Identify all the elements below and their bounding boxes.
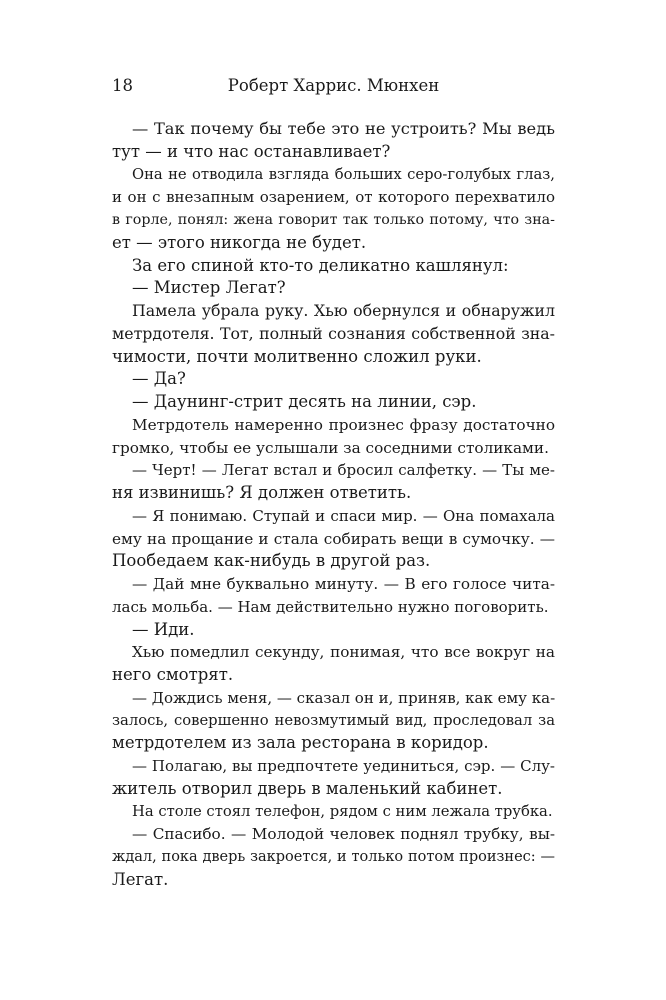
text-line: — Иди. — [132, 619, 195, 639]
text-line: залось, совершенно невозмутимый вид, проследовал за — [112, 711, 555, 729]
running-head — [112, 74, 555, 98]
text-line: — Дождись меня, — сказал он и, приняв, как ему ка- — [132, 688, 555, 707]
text-line: — Так почему бы тебе это не устроить? Мы ведь — [132, 119, 555, 138]
text-line: лась мольба. — Нам действительно нужно поговорить. — [112, 597, 549, 616]
text-line: житель отворил дверь в маленький кабинет. — [112, 778, 503, 798]
text-line: и он с внезапным озарением, от которого перехватило — [112, 188, 555, 207]
text-line: Памела убрала руку. Хью обернулся и обнаружил — [132, 301, 555, 320]
text-line: — Спасибо. — Молодой человек поднял трубку, вы- — [132, 825, 555, 844]
text-line: ему на прощание и стала собирать вещи в сумочку. — — [112, 529, 555, 548]
text-line: ня извинишь? Я должен ответить. — [112, 483, 412, 502]
text-line: — Да? — [132, 369, 186, 389]
text-line: За его спиной кто-то деликатно кашлянул: — [132, 255, 509, 275]
text-line: Метрдотель намеренно произнес фразу достаточно — [132, 415, 555, 434]
text-line: — Черт! — Легат встал и бросил салфетку. — Ты ме- — [132, 461, 555, 480]
text-line: ет — этого никогда не будет. — [112, 232, 367, 252]
text-line: метрдотелем из зала ресторана в коридор. — [112, 733, 489, 753]
text-line: На столе стоял телефон, рядом с ним лежала трубка. — [132, 802, 553, 820]
text-line: — Дай мне буквально минуту. — В его голосе чита- — [132, 575, 555, 593]
text-line: ждал, пока дверь закроется, и только потом произнес: — — [112, 849, 555, 865]
text-line: — Мистер Легат? — [132, 278, 286, 298]
body-text — [112, 118, 555, 892]
text-line: Легат. — [112, 869, 169, 889]
text-line: тут — и что нас останавливает? — [112, 141, 391, 161]
text-line: Хью помедлил секунду, понимая, что все вокруг на — [132, 643, 555, 662]
text-line: — Даунинг-стрит десять на линии, сэр. — [132, 392, 477, 411]
text-line: громко, чтобы ее услышали за соседними столиками. — [112, 438, 549, 457]
text-line: — Я понимаю. Ступай и спаси мир. — Она помахала — [132, 506, 555, 525]
text-line: чимости, почти молитвенно сложил руки. — [112, 346, 482, 366]
text-line: метрдотеля. Тот, полный сознания собственной зна- — [112, 323, 555, 343]
text-line: Она не отводила взгляда больших серо-голубых глаз, — [132, 165, 555, 183]
text-line: — Полагаю, вы предпочтете уединиться, сэр. — Слу- — [132, 757, 555, 775]
text-line: него смотрят. — [112, 665, 234, 684]
page-number: 18 — [112, 76, 133, 95]
text-line: в горле, понял: жена говорит так только потому, что зна- — [112, 212, 555, 228]
book-title: Роберт Харрис. Мюнхен — [227, 76, 440, 95]
text-line: Пообедаем как-нибудь в другой раз. — [112, 551, 431, 571]
